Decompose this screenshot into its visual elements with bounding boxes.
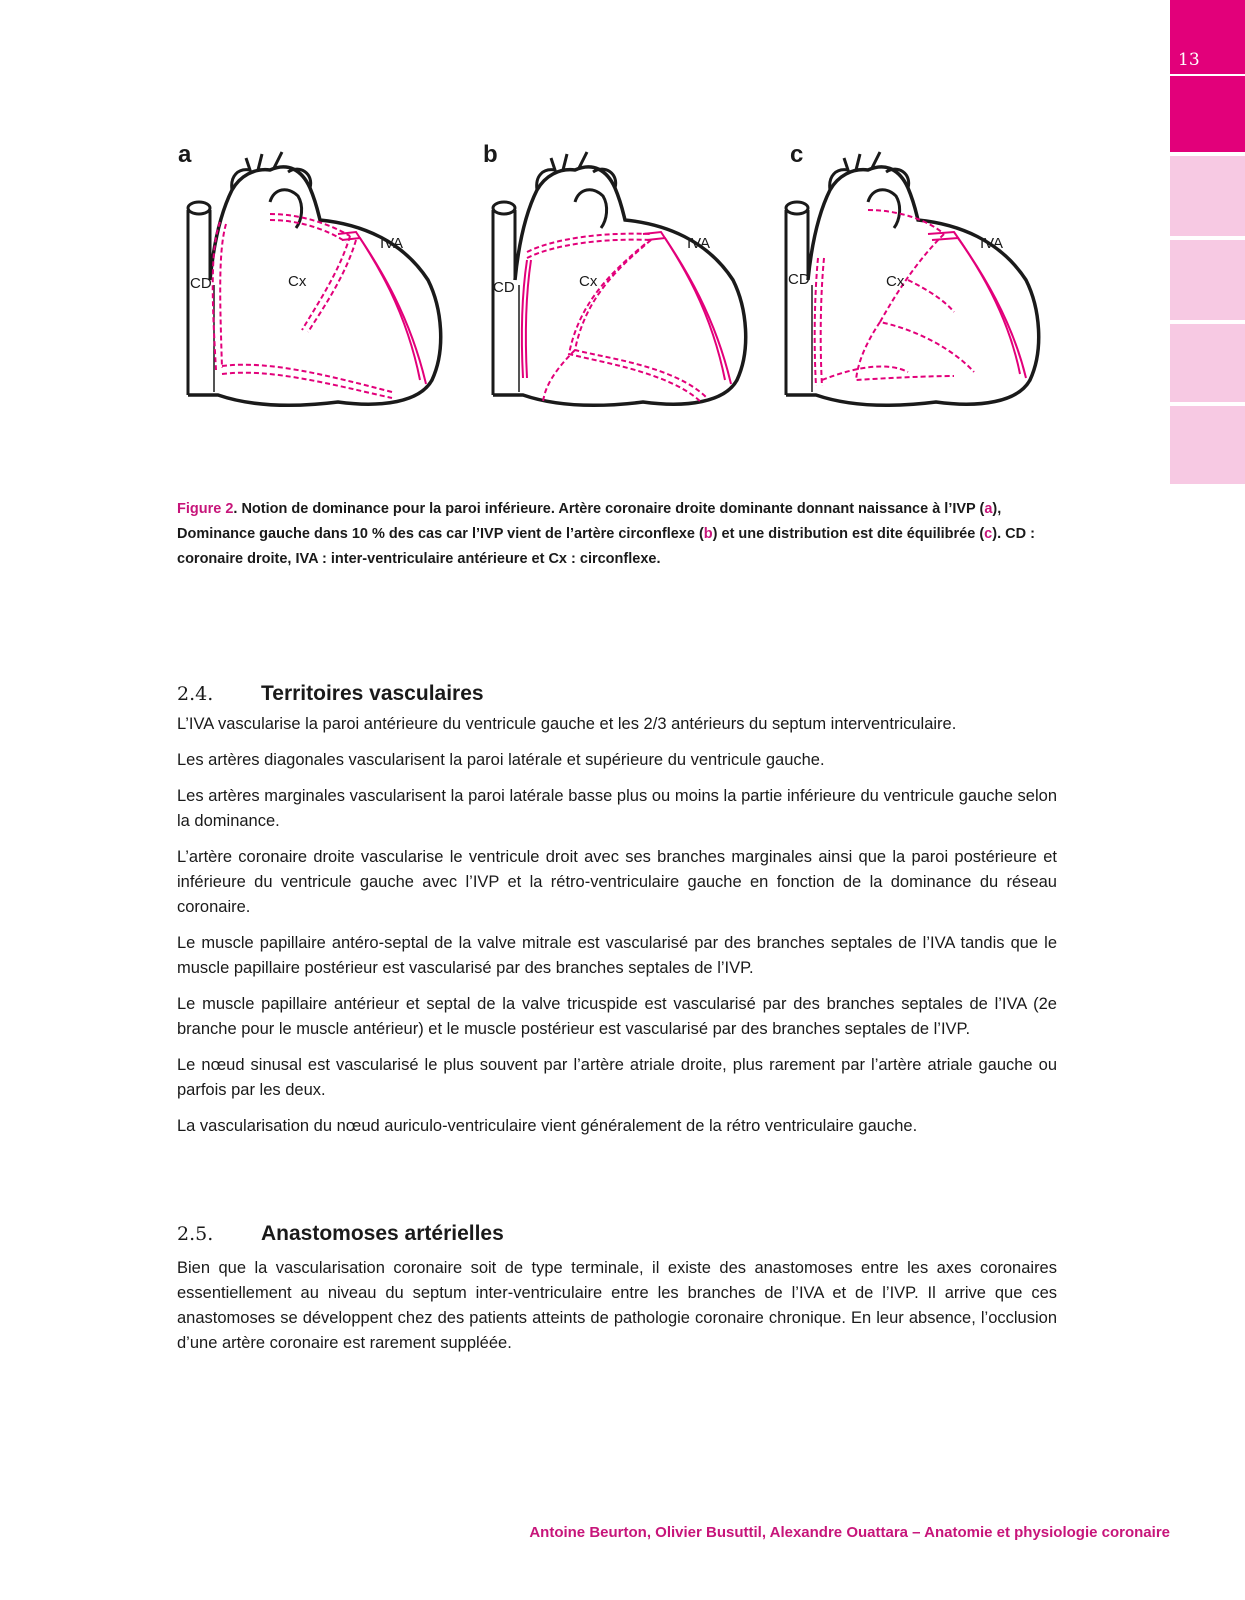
paragraph: Le muscle papillaire antéro-septal de la valve mitrale est vascularisé par des branches septales de l’IVA tandis que le muscle papillaire postérieur est vascularisé par des branches septales de l’IVP. [177, 934, 1057, 977]
panel-b-iva-label: IVA [687, 235, 711, 252]
caption-part-1: . Notion de dominance pour la paroi inférieure. Artère coronaire droite dominante donnant naissance à l’IVP ( [233, 501, 985, 517]
paragraph: L’artère coronaire droite vascularise le ventricule droit avec ses branches marginales ainsi que la paroi postérieure et inférieure du ventricule gauche avec l’IVP et la rétro-ventriculaire gauche en fonction de la dominance du réseau coronaire. [177, 848, 1057, 916]
paragraph: Le muscle papillaire antérieur et septal de la valve tricuspide est vascularisé par des branches septales de l’IVA (2e branche pour le muscle antérieur) et le muscle postérieur est vascularisé par des branches septales de l’IVP. [177, 995, 1057, 1038]
caption-part-4: ). CD : coronaire droite, IVA : inter-ventriculaire antérieure et Cx : circonflexe. [177, 526, 1035, 567]
panel-b-letter: b [483, 141, 498, 168]
section-number: 2.4. [177, 683, 214, 705]
panel-c-iva-label: IVA [980, 235, 1004, 252]
tab-3 [1170, 240, 1245, 320]
panel-a-iva-label: IVA [380, 235, 404, 252]
panel-c [786, 141, 1039, 405]
heart-diagrams [170, 140, 1070, 430]
panel-c-cx-label: Cx [886, 273, 905, 290]
page-footer: Antoine Beurton, Olivier Busuttil, Alexandre Ouattara – Anatomie et physiologie coronaire [529, 1524, 1170, 1541]
paragraph: L’IVA vascularise la paroi antérieure du ventricule gauche et les 2/3 antérieurs du septum interventriculaire. [177, 715, 957, 733]
section-title: Anastomoses artérielles [261, 1222, 504, 1245]
tab-5 [1170, 406, 1245, 484]
tab-2 [1170, 156, 1245, 236]
section-2-4-body [177, 712, 1057, 1150]
tab-divider [1170, 74, 1245, 76]
caption-part-2: ), Dominance gauche dans 10 % des cas car l’IVP vient de l’artère circonflexe ( [177, 501, 1002, 542]
panel-a-letter: a [178, 141, 192, 168]
tab-current [1170, 0, 1245, 152]
section-2-5-body [177, 1256, 1057, 1367]
paragraph: Les artères marginales vascularisent la paroi latérale basse plus ou moins la partie inférieure du ventricule gauche selon la dominance. [177, 787, 1057, 830]
caption-ref-c: c [984, 526, 993, 542]
tab-4 [1170, 324, 1245, 402]
heart-dominance-figure [170, 140, 1070, 430]
section-number: 2.5. [177, 1223, 214, 1245]
paragraph: Le nœud sinusal est vascularisé le plus souvent par l’artère atriale droite, plus rarement par l’artère atriale gauche ou parfois par les deux. [177, 1056, 1057, 1099]
panel-a [178, 141, 441, 405]
section-heading-2-4 [177, 682, 484, 706]
panel-c-letter: c [790, 141, 804, 168]
panel-c-cd-label: CD [788, 271, 810, 288]
section-title: Territoires vasculaires [261, 682, 484, 705]
figure-caption [177, 497, 1057, 572]
paragraph: Bien que la vascularisation coronaire soit de type terminale, il existe des anastomoses entre les axes coronaires essentiellement au niveau du septum inter-ventriculaire entre les branches de l’IVA et de l’IVP. Il arrive que ces anastomoses se développent chez des patients atteints de pathologie coronaire chronique. En leur absence, l’occlusion d’une artère coronaire est rarement suppléée. [177, 1259, 1057, 1352]
page-number: 13 [1178, 50, 1200, 70]
panel-a-cx-label: Cx [288, 273, 307, 290]
section-heading-2-5 [177, 1222, 504, 1246]
caption-lead: Figure 2 [177, 501, 234, 517]
panel-b-cd-label: CD [493, 279, 515, 296]
caption-ref-a: a [984, 501, 993, 517]
caption-part-3: ) et une distribution est dite équilibrée ( [712, 526, 985, 542]
paragraph: Les artères diagonales vascularisent la paroi latérale et supérieure du ventricule gauche. [177, 751, 825, 769]
panel-b-cx-label: Cx [579, 273, 598, 290]
caption-ref-b: b [703, 526, 713, 542]
paragraph: La vascularisation du nœud auriculo-ventriculaire vient généralement de la rétro ventriculaire gauche. [177, 1117, 918, 1135]
panel-a-cd-label: CD [190, 275, 212, 292]
panel-b [483, 141, 746, 405]
